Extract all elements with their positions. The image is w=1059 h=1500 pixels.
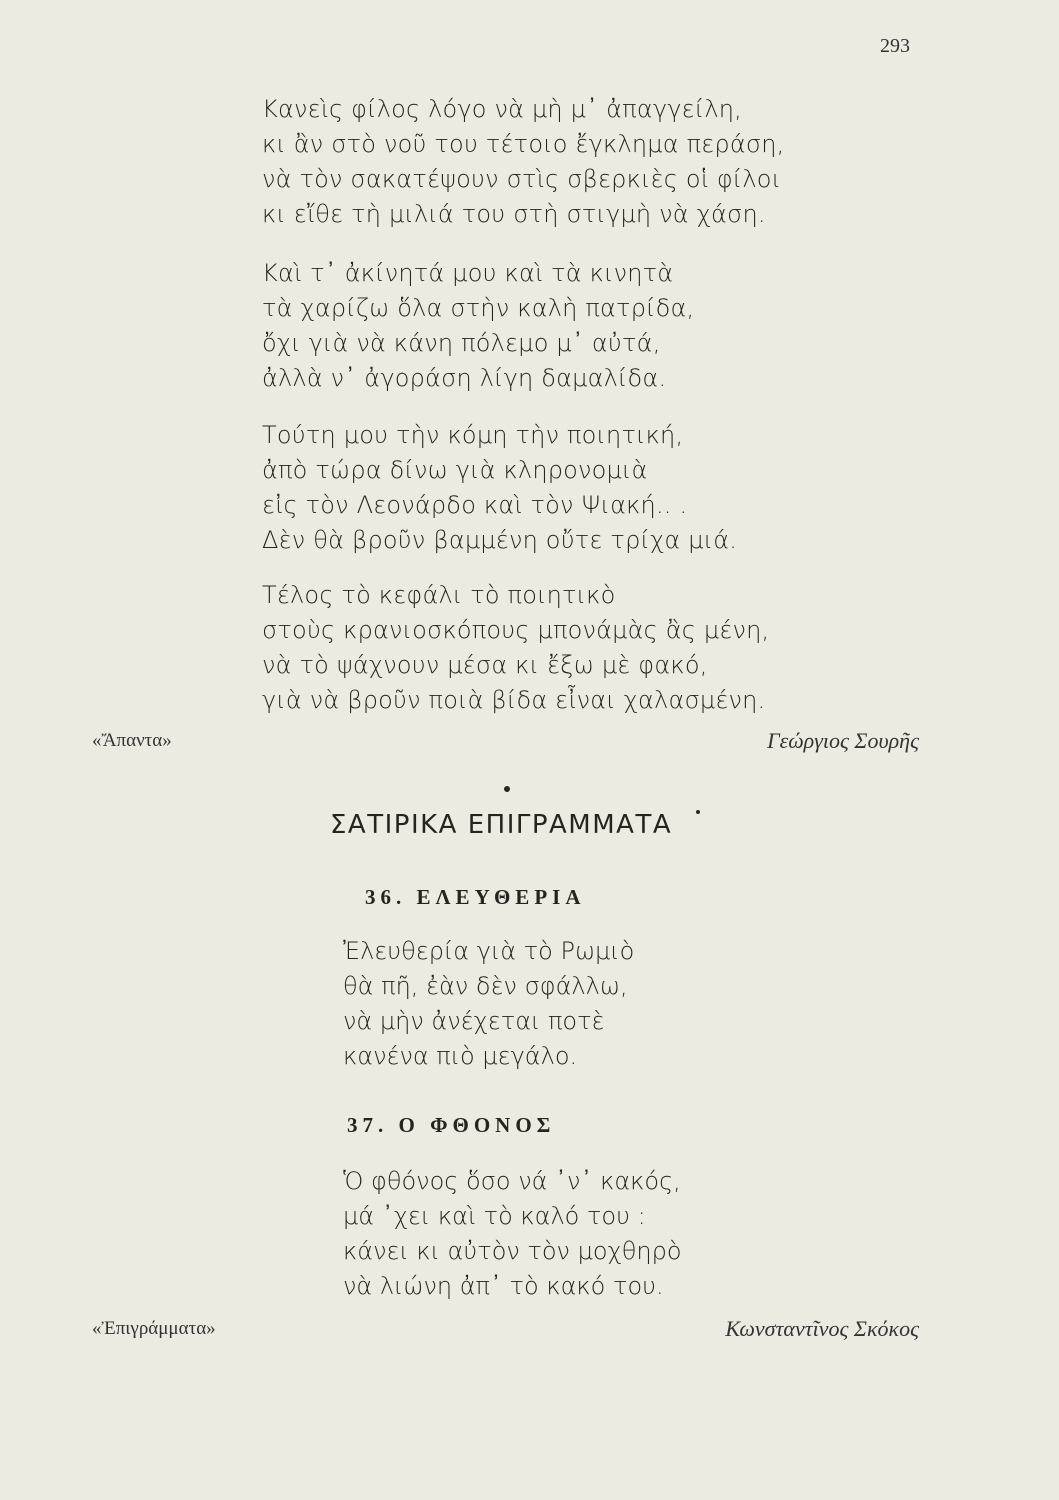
verse-line: ἀλλὰ ν᾽ ἀγοράση λίγη δαμαλίδα. xyxy=(262,364,667,392)
verse-line: Κανεὶς φίλος λόγο νὰ μὴ μ᾽ ἀπαγγείλη, xyxy=(262,95,742,123)
verse-line: κι εἴθε τὴ μιλιά του στὴ στιγμὴ νὰ χάση. xyxy=(262,200,766,228)
stanza-3 xyxy=(262,418,737,558)
verse-line: μά ᾽χει καὶ τὸ καλό του : xyxy=(343,1202,646,1230)
stanza-4 xyxy=(262,578,769,718)
section-title: ΣΑΤΙΡΙΚΑ ΕΠΙΓΡΑΜΜΑΤΑ xyxy=(330,810,673,840)
verse-line: νὰ λιώνη ἀπ᾽ τὸ κακό του. xyxy=(343,1272,664,1300)
epigram-36 xyxy=(343,934,634,1074)
verse-line: κανένα πιὸ μεγάλο. xyxy=(343,1042,578,1070)
author-name: Γεώργιος Σουρῆς xyxy=(767,728,919,753)
verse-line: ὄχι γιὰ νὰ κάνη πόλεμο μ᾽ αὐτά, xyxy=(262,329,661,357)
source-citation: «Ἄπαντα» xyxy=(92,730,172,751)
verse-line: γιὰ νὰ βροῦν ποιὰ βίδα εἶναι χαλασμένη. xyxy=(262,686,766,714)
verse-line: Δὲν θὰ βροῦν βαμμένη οὔτε τρίχα μιά. xyxy=(262,526,738,554)
verse-line: νὰ τὸ ψάχνουν μέσα κι ἔξω μὲ φακό, xyxy=(262,651,708,679)
stanza-2 xyxy=(262,256,694,396)
verse-line: Ἐλευθερία γιὰ τὸ Ρωμιὸ xyxy=(343,937,635,965)
verse-line: εἰς τὸν Λεονάρδο καὶ τὸν Ψιακή.. . xyxy=(262,491,688,519)
author-name: Κωνσταντῖνος Σκόκος xyxy=(725,1316,919,1341)
ornament-dot xyxy=(504,786,510,792)
verse-line: τὰ χαρίζω ὅλα στὴν καλὴ πατρίδα, xyxy=(262,294,695,322)
verse-line: Τέλος τὸ κεφάλι τὸ ποιητικὸ xyxy=(262,581,616,609)
poem-heading: 37. Ο ΦΘΟΝΟΣ xyxy=(347,1113,556,1137)
verse-line: κι ἂν στὸ νοῦ του τέτοιο ἔγκλημα περάση, xyxy=(262,130,785,158)
ornament-dot xyxy=(696,810,700,814)
verse-line: ἀπὸ τώρα δίνω γιὰ κληρονομιὰ xyxy=(262,456,648,484)
source-citation: «Ἐπιγράμματα» xyxy=(92,1318,216,1339)
verse-line: θὰ πῆ, ἐὰν δὲν σφάλλω, xyxy=(343,972,628,1000)
poem-heading: 36. ΕΛΕΥΘΕΡΙΑ xyxy=(365,885,586,909)
epigram-37 xyxy=(343,1164,682,1304)
verse-line: νὰ μὴν ἀνέχεται ποτὲ xyxy=(343,1007,605,1035)
verse-line: κάνει κι αὐτὸν τὸν μοχθηρὸ xyxy=(343,1237,682,1265)
stanza-1 xyxy=(262,92,785,232)
verse-line: Τούτη μου τὴν κόμη τὴν ποιητική, xyxy=(262,421,684,449)
page-number: 293 xyxy=(880,35,910,57)
verse-line: Καὶ τ᾽ ἀκίνητά μου καὶ τὰ κινητὰ xyxy=(262,259,674,287)
verse-line: Ὁ φθόνος ὅσο νά ᾽ν᾽ κακός, xyxy=(343,1167,681,1195)
verse-line: νὰ τὸν σακατέψουν στὶς σβερκιὲς οἱ φίλοι xyxy=(262,165,782,193)
verse-line: στοὺς κρανιοσκόπους μπονάμὰς ἂς μένη, xyxy=(262,616,770,644)
